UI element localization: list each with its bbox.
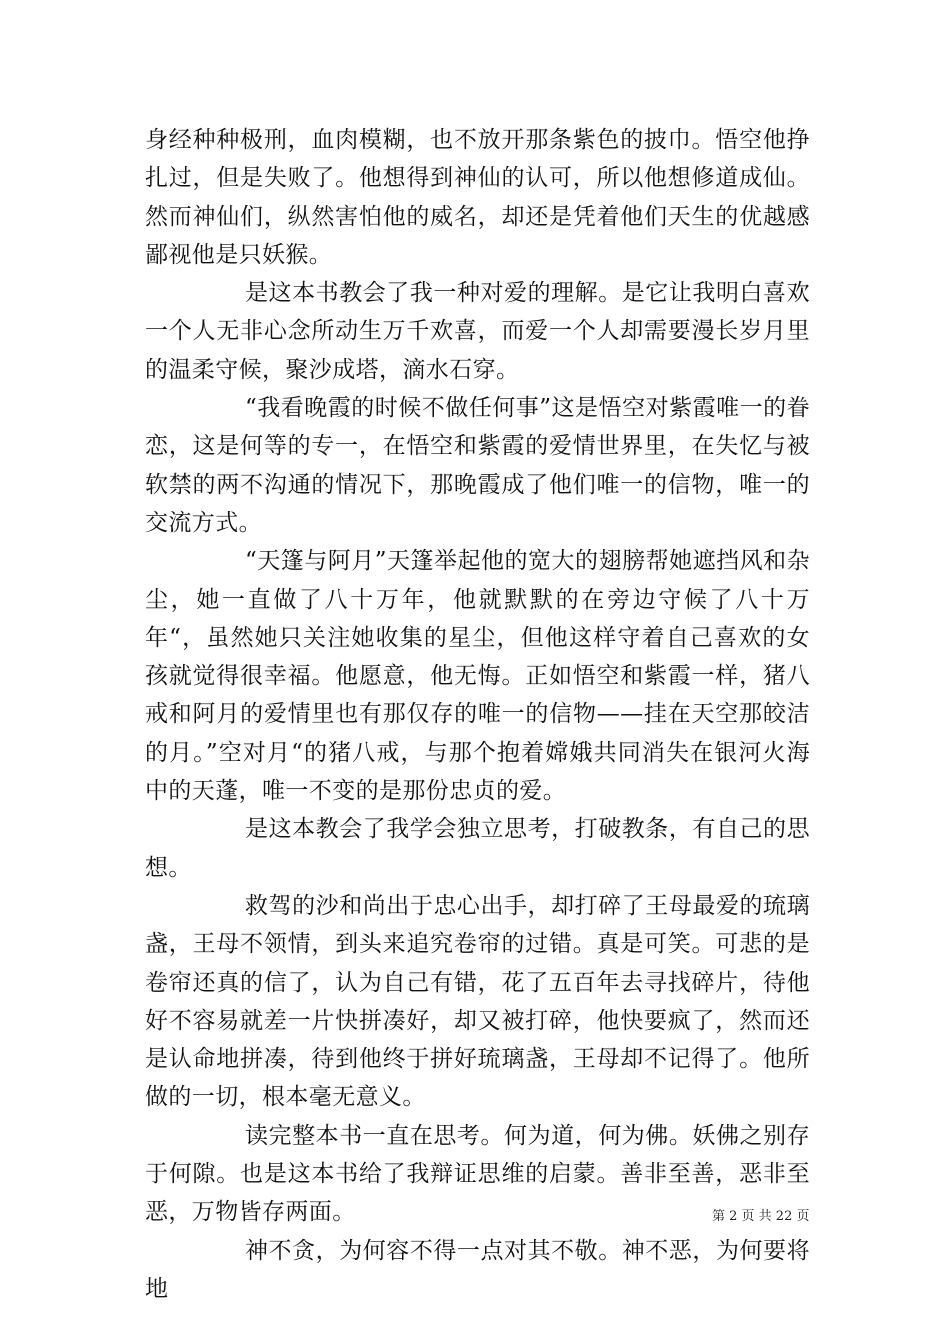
- page-footer: 第 2 页 共 22 页: [712, 1209, 810, 1224]
- paragraph-1: 身经种种极刑，血肉模糊，也不放开那条紫色的披巾。悟空他挣扎过，但是失败了。他想得到神仙的认可，所以他想修道成仙。然而神仙们，纵然害怕他的威名，却还是凭着他们天生的优越感鄙视他是只妖猴。: [145, 127, 810, 268]
- paragraph-6: 救驾的沙和尚出于忠心出手，却打碎了王母最爱的琉璃盏，王母不领情，到头来追究卷帘的过错。真是可笑。可悲的是卷帘还真的信了，认为自己有错，花了五百年去寻找碎片，待他好不容易就差一片快拼凑好，却又被打碎，他快要疯了，然而还是认命地拼凑，待到他终于拼好琉璃盏，王母却不记得了。他所做的一切，根本毫无意义。: [145, 892, 810, 1111]
- paragraph-7: 读完整本书一直在思考。何为道，何为佛。妖佛之别存于何隙。也是这本书给了我辩证思维的启蒙。善非至善，恶非至恶，万物皆存两面。: [145, 1122, 810, 1226]
- paragraph-3: “我看晚霞的时候不做任何事”这是悟空对紫霞唯一的眷恋，这是何等的专一，在悟空和紫霞的爱情世界里，在失忆与被软禁的两不沟通的情况下，那晚霞成了他们唯一的信物，唯一的交流方式。: [145, 395, 810, 536]
- body-text: [145, 121, 810, 1308]
- paragraph-8: 神不贪，为何容不得一点对其不敬。神不恶，为何要将地: [145, 1237, 810, 1302]
- paragraph-5: 是这本教会了我学会独立思考，打破教条，有自己的思想。: [145, 816, 810, 881]
- paragraph-4: “天篷与阿月”天篷举起他的宽大的翅膀帮她遮挡风和杂尘，她一直做了八十万年，他就默默的在旁边守候了八十万年“，虽然她只关注她收集的星尘，但他这样守着自己喜欢的女孩就觉得很幸福。他愿意，他无悔。正如悟空和紫霞一样，猪八戒和阿月的爱情里也有那仅存的唯一的信物——挂在天空那皎洁的月。”空对月“的猪八戒，与那个抱着嫦娥共同消失在银河火海中的天蓬，唯一不变的是那份忠贞的爱。: [145, 548, 810, 805]
- paragraph-2: 是这本书教会了我一种对爱的理解。是它让我明白喜欢一个人无非心念所动生万千欢喜，而爱一个人却需要漫长岁月里的温柔守候，聚沙成塔，滴水石穿。: [145, 280, 810, 383]
